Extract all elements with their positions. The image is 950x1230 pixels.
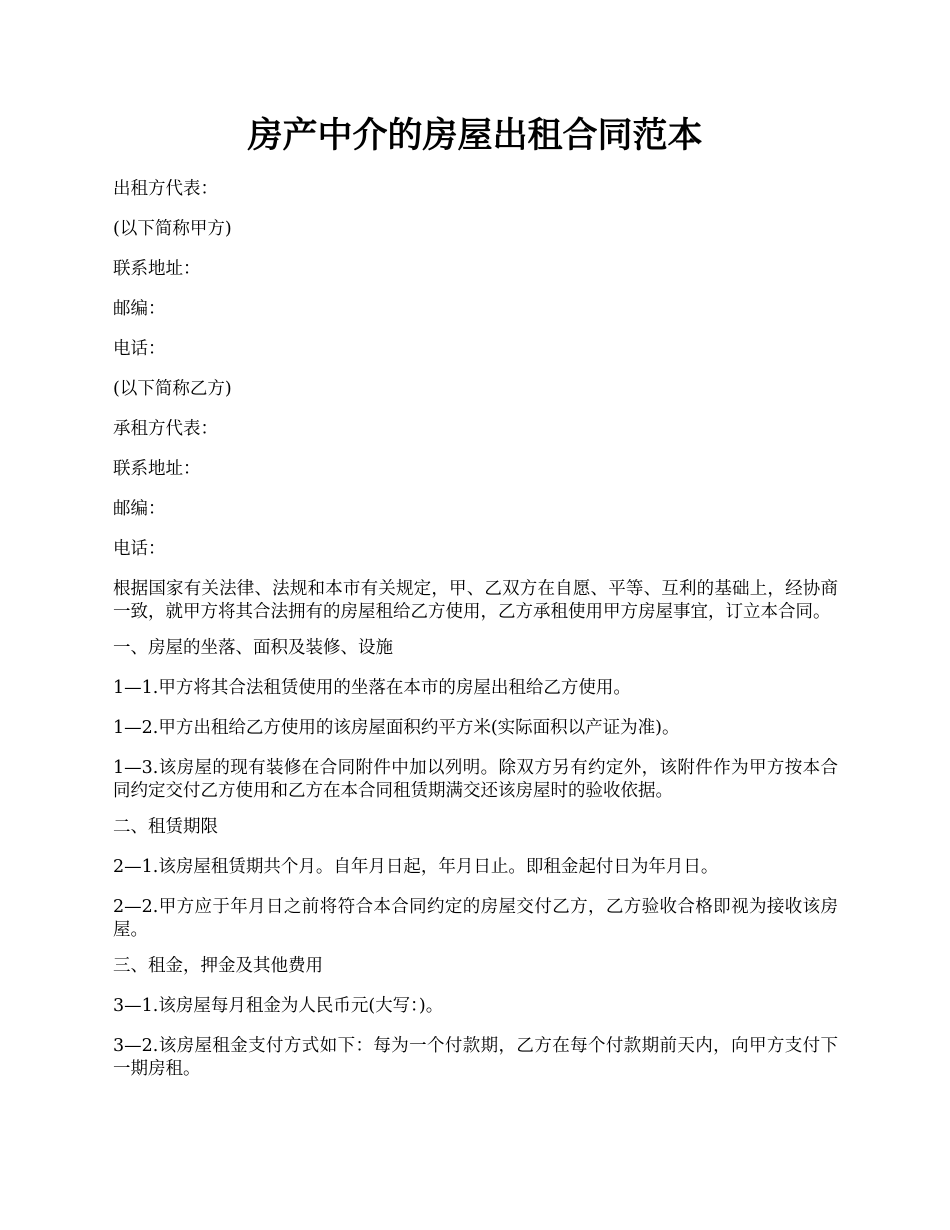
- section-heading-1: 一、房屋的坐落、面积及装修、设施: [113, 638, 393, 658]
- clause-1-2: 1—2.甲方出租给乙方使用的该房屋面积约平方米(实际面积以产证为准)。: [113, 718, 680, 738]
- lessor-postcode-line: 邮编：: [113, 299, 166, 319]
- lessor-phone-line: 电话：: [113, 339, 166, 359]
- lessor-abbreviation-line: (以下简称甲方): [113, 219, 232, 239]
- lessor-representative-line: 出租方代表：: [113, 179, 218, 199]
- clause-2-2: 2—2.甲方应于年月日之前将符合本合同约定的房屋交付乙方，乙方验收合格即视为接收该房屋。: [113, 897, 838, 940]
- clause-3-1: 3—1.该房屋每月租金为人民币元(大写：)。: [113, 996, 444, 1016]
- preamble-paragraph: 根据国家有关法律、法规和本市有关规定，甲、乙双方在自愿、平等、互利的基础上，经协商一致，就甲方将其合法拥有的房屋租给乙方使用，乙方承租使用甲方房屋事宜，订立本合同。: [113, 579, 838, 622]
- document-body: [113, 178, 838, 1094]
- clause-1-3: 1—3.该房屋的现有装修在合同附件中加以列明。除双方另有约定外，该附件作为甲方按本合同约定交付乙方使用和乙方在本合同租赁期满交还该房屋时的验收依据。: [113, 758, 838, 801]
- clause-1-1: 1—1.甲方将其合法租赁使用的坐落在本市的房屋出租给乙方使用。: [113, 678, 631, 698]
- lessee-postcode-line: 邮编：: [113, 499, 166, 519]
- section-heading-3: 三、租金，押金及其他费用: [113, 956, 323, 976]
- lessee-abbreviation-line: (以下简称乙方): [113, 379, 232, 399]
- section-heading-2: 二、租赁期限: [113, 817, 218, 837]
- lessee-address-line: 联系地址：: [113, 459, 201, 479]
- clause-2-1: 2—1.该房屋租赁期共个月。自年月日起，年月日止。即租金起付日为年月日。: [113, 857, 719, 877]
- lessor-address-line: 联系地址：: [113, 259, 201, 279]
- lessee-representative-line: 承租方代表：: [113, 419, 218, 439]
- lessee-phone-line: 电话：: [113, 539, 166, 559]
- clause-3-2: 3—2.该房屋租金支付方式如下：每为一个付款期，乙方在每个付款期前天内，向甲方支付下一期房租。: [113, 1036, 838, 1079]
- document-title: 房产中介的房屋出租合同范本: [247, 115, 703, 156]
